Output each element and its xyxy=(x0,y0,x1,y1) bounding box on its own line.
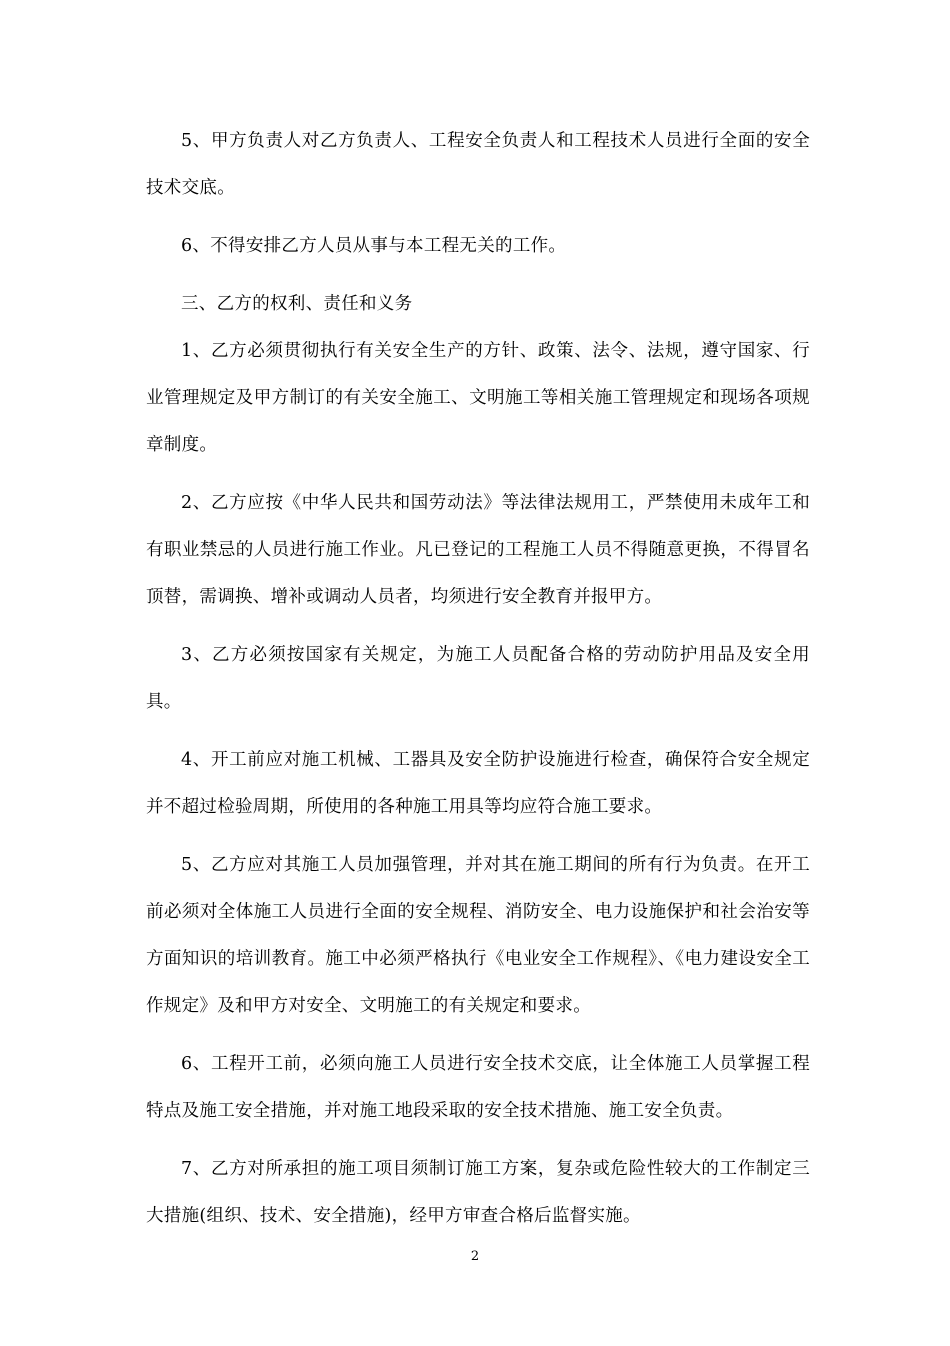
paragraph: 1、乙方必须贯彻执行有关安全生产的方针、政策、法令、法规，遵守国家、行业管理规定及甲方制订的有关安全施工、文明施工等相关施工管理规定和现场各项规章制度。 xyxy=(146,341,810,455)
paragraph: 4、开工前应对施工机械、工器具及安全防护设施进行检查，确保符合安全规定并不超过检验周期，所使用的各种施工用具等均应符合施工要求。 xyxy=(146,750,810,817)
paragraph: 6、不得安排乙方人员从事与本工程无关的工作。 xyxy=(181,236,567,256)
page-number: 2 xyxy=(470,1249,480,1264)
paragraph: 2、乙方应按《中华人民共和国劳动法》等法律法规用工，严禁使用未成年工和有职业禁忌的人员进行施工作业。凡已登记的工程施工人员不得随意更换，不得冒名顶替，需调换、增补或调动人员者，均须进行安全教育并报甲方。 xyxy=(146,493,810,607)
paragraph: 6、工程开工前，必须向施工人员进行安全技术交底，让全体施工人员掌握工程特点及施工安全措施，并对施工地段采取的安全技术措施、施工安全负责。 xyxy=(146,1054,810,1121)
section-heading: 三、乙方的权利、责任和义务 xyxy=(181,294,413,314)
paragraph: 5、甲方负责人对乙方负责人、工程安全负责人和工程技术人员进行全面的安全技术交底。 xyxy=(146,131,810,198)
paragraph: 5、乙方应对其施工人员加强管理，并对其在施工期间的所有行为负责。在开工前必须对全体施工人员进行全面的安全规程、消防安全、电力设施保护和社会治安等方面知识的培训教育。施工中必须严格执行《电业安全工作规程》、《电力建设安全工作规定》及和甲方对安全、文明施工的有关规定和要求。 xyxy=(146,855,810,1016)
document-body xyxy=(146,118,810,1251)
paragraph: 7、乙方对所承担的施工项目须制订施工方案，复杂或危险性较大的工作制定三大措施(组织、技术、安全措施)，经甲方审查合格后监督实施。 xyxy=(146,1159,810,1226)
paragraph: 3、乙方必须按国家有关规定，为施工人员配备合格的劳动防护用品及安全用具。 xyxy=(146,645,810,712)
